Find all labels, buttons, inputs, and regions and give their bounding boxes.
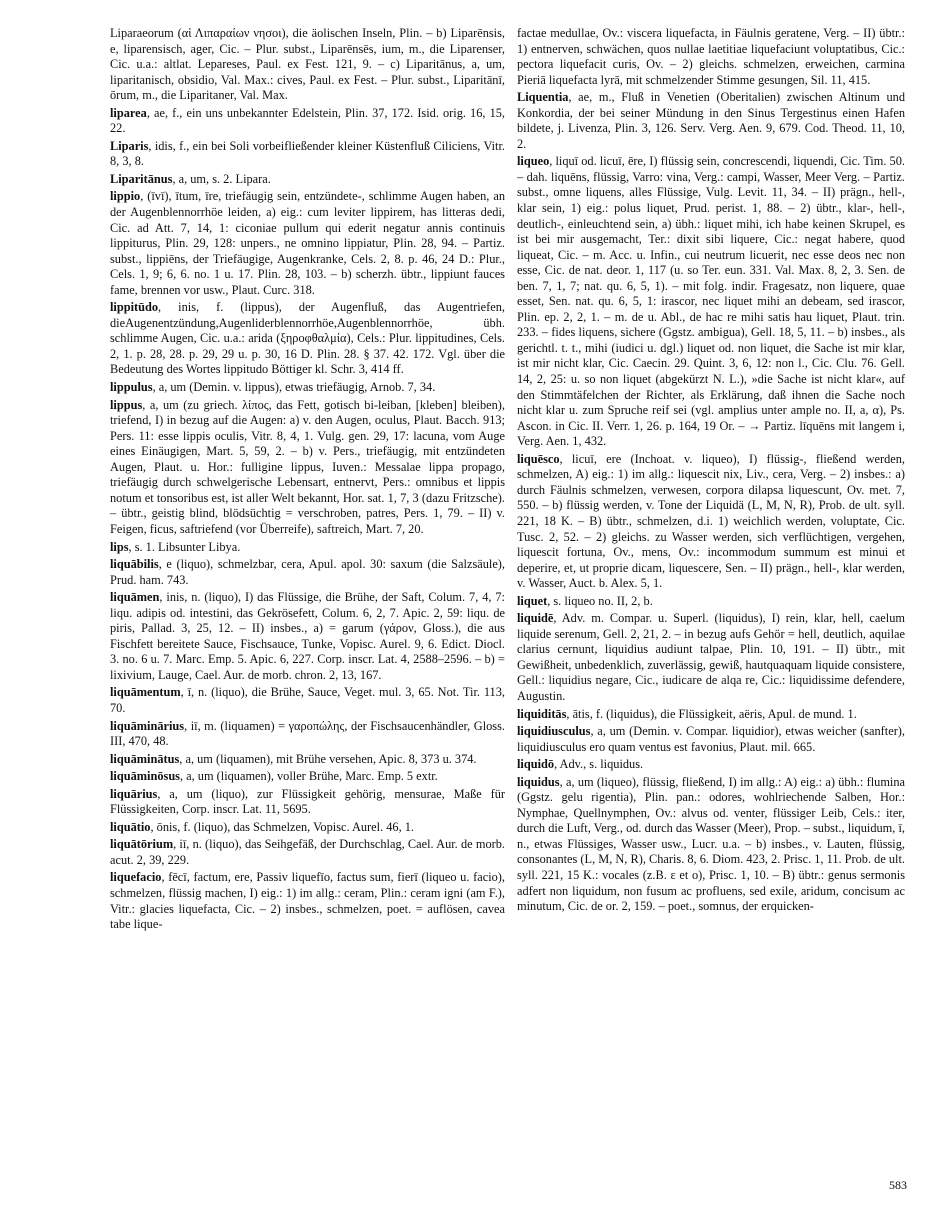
entry bbox=[110, 540, 505, 556]
entry-text: , a, um (liquamen), voller Brühe, Marc. Emp. 5 extr. bbox=[179, 769, 438, 784]
entry-text: , ī, n. (liquo), die Brühe, Sauce, Veget. mul. 3, 65. Not. Tir. 113, 70. bbox=[110, 685, 505, 715]
entry bbox=[110, 870, 505, 932]
headword: liquātio bbox=[110, 819, 151, 834]
entry-text: , a, um (liquo), zur Flüssigkeit gehörig, mensurae, Maße für Flüssigkeiten, Corp. inscr. Lat. 11, 5695. bbox=[110, 786, 505, 817]
headword: liquāmen bbox=[110, 590, 160, 605]
entry bbox=[110, 837, 505, 868]
entry-text: Liparaeorum (αἱ Λιπαραίων νησοι), die äolischen Inseln, Plin. – b) Liparēnsis, e, liparensisch, ager, Cic. – Plur. subst., Liparēnsēs, ium, m., die Liparenser, Cic. u.a.: altlat. Lepareses, Paul. ex Fest. 121, 9. – c) Liparitānus, a, um, liparitanisch, obsidio, Val. Max.: cives, Paul. ex Fest. – Plur. subst., Liparitānī, ōrum, m., die Liparitaner, Val. Max. bbox=[110, 26, 505, 103]
entry-text: factae medullae, Ov.: viscera liquefacta, in Fäulnis geratene, Verg. – II) übtr.: 1) entnerven, schwächen, quos nullae laetitiae liquefaciunt voluptatibus, Cic.: pectora liquefacit curis, Ov. – 2) gleichs. schmelzen, erweichen, carmina Pieriā liquefacta lyrā, mit schmelzender Stimme gesungen, Sil. 11, 415. bbox=[517, 26, 905, 87]
headword: liquārius bbox=[110, 786, 158, 801]
entry-text: , ae, f., ein uns unbekannter Edelstein, Plin. 37, 172. Isid. orig. 16, 15, 22. bbox=[110, 105, 505, 136]
entry bbox=[517, 154, 905, 449]
headword: liquefacio bbox=[110, 870, 162, 885]
entry bbox=[110, 557, 505, 588]
headword: liquiditās bbox=[517, 706, 567, 721]
entry-text: , a, um (liqueo), flüssig, fließend, I) im allg.: A) eig.: a) übh.: flumina (Ggstz. gelu rigentia), Plin. pan.: odores, wohlriechende Salben, Hor.: Nymphae, Quellnymphen, Ov.: alvus od. venter, flüssiger Leib, Cels.: iter, durch die Luft, Verg., od. durch das Wasser (Meer), Prop. – subst., liquidum, ī, n., etwas Flüssiges, Wasser usw., Lucr. u.a. – b) insbes., v. Lauten, flüssig, consonantes (L, M, N, R), Charis. 8, 6. Diom. 423, 2. Prisc. 1, 11. Prob. de ult. syll. 221, 15 K.: vocales (z.B. ε et o), Prisc. 1, 10. – B) übtr.: genus sermonis adfert non liquidum, non fusum ac profluens, sed exile, aridum, concisum ac minutum, Cic. de or. 2, 159. – poet., somnus, der erquicken- bbox=[517, 774, 906, 914]
right-column bbox=[517, 26, 905, 917]
entry-text: , (īvī), ītum, īre, triefäugig sein, entzündete-, schlimme Augen haben, an der Augenblennorrhöe leiden, a) eig.: cum leviter lippirem, has litteras dedi, Cic. ad Att. 7, 14, 1: ciconiae pullum qui ederit negatur annis continuis lippiturus, Plin. 29, 128: unpers., ne omnino lippiatur, Plin. 28, 94. – Partiz. subst., lippiēns, der Triefäugige, Augenkranke, Cels. 2, 8. p. 46, 24 D.: Plur., Cels. 1, 9; 6, 6. no. 1 u. 17. Plin. 28, 103. – b) scherzh. übtr., lippiunt fauces fame, brennen vor usw., Plaut. Curc. 318. bbox=[110, 189, 505, 297]
entry-text: , a, um (liquamen), mit Brühe versehen, Apic. 8, 373 u. 374. bbox=[179, 751, 477, 766]
entry bbox=[517, 724, 905, 755]
entry bbox=[110, 590, 505, 683]
entry bbox=[517, 90, 905, 152]
entry-text: , inis, n. (liquo), I) das Flüssige, die Brühe, der Saft, Colum. 7, 4, 7: liqu. adipis od. intestini, das Gekrösefett, Colum. 6, 2, 7. Apic. 2, 59: liqu. de piris, Pallad. 3, 25, 12. – II) insbes., a) = garum (γάρον, Gloss.), die aus Fischfett bereitete Sauce, Fischsauce, Tunke, Vopisc. Aurel. 9, 6. Edict. Diocl. 3. no. 6 u. 7. Marc. Emp. 5. Apic. 6, 227. Corp. inscr. Lat. 4, 2588–2596. – b) = lixivium, Lauge, Cael. Aur. de morb. chron. 2, 13, 167. bbox=[110, 590, 505, 682]
entry bbox=[517, 594, 905, 610]
headword: liqueo bbox=[517, 154, 550, 169]
page-number: 583 bbox=[889, 1178, 907, 1192]
entry-text: , iī, m. (liquamen) = γαροπώλης, der Fischsaucenhändler, Gloss. III, 470, 48. bbox=[110, 718, 505, 749]
headword: liquāminōsus bbox=[110, 769, 180, 784]
entry bbox=[110, 685, 505, 716]
entry bbox=[110, 820, 505, 836]
left-column bbox=[110, 26, 505, 935]
entry-text: , licuī, ere (Inchoat. v. liqueo), I) flüssig-, fließend werden, schmelzen, A) eig.: 1) im allg.: liquescit nix, Liv., cera, Verg. – 2) insbes.: a) durch Fäulnis schmelzen, verwesen, corpora dilapsa liquescunt, Ov. met. 7, 550. – b) flüssig werden, v. Tone der Liquidä (L, M, N, R), Prob. de ult. syll. 221, 18 K. – B) übtr., schmelzen, d.i. 1) weichlich werden, voluptate, Cic. Tusc. 2, 52. – 2) gleichs. zu Wasser werden, sich verflüchtigen, vergehen, liquescit fortuna, Ov., mens, Ov.: incommodum summum est minui et deperire, et, ut proprie dicam, liquescere, Sen. – II) prägn., hell-, klar werden, v. Wasser, Auct. b. Alex. 5, 1. bbox=[517, 451, 905, 591]
entry-text: , Adv. m. Compar. u. Superl. (liquidus), I) rein, klar, hell, caelum liquide serenum, Gell. 2, 21, 2. – in bezug aufs Gehör = hell, deutlich, aquilae clarius cernunt, liquidius audiunt talpae, Plin. 10, 191. – II) übtr., mit Gewißheit, unbedenklich, zuverlässig, gewiß, hautquaquam liquide consistere, Gell.: liquidius negare, Cic., iudicare de alqa re, Cic.: liquidissime defendere, Augustin. bbox=[517, 611, 905, 703]
entry-text: , ōnis, f. (liquo), das Schmelzen, Vopisc. Aurel. 46, 1. bbox=[150, 819, 415, 834]
entry-text: , iī, n. (liquo), das Seihgefäß, der Durchschlag, Cael. Aur. de morb. acut. 2, 39, 229. bbox=[110, 837, 505, 867]
entry bbox=[110, 106, 505, 137]
headword: liquātōrium bbox=[110, 837, 174, 852]
entry bbox=[517, 775, 905, 915]
entry-text: , s. 1. Libsunter Libya. bbox=[128, 539, 241, 554]
headword: lippio bbox=[110, 189, 141, 204]
headword: liquidus bbox=[517, 774, 560, 789]
headword: liquēsco bbox=[517, 451, 560, 466]
entry bbox=[110, 752, 505, 768]
headword: Liparis bbox=[110, 138, 149, 153]
entry bbox=[517, 757, 905, 773]
headword: liquābilis bbox=[110, 557, 159, 572]
headword: liquidē bbox=[517, 611, 554, 626]
headword: lippulus bbox=[110, 380, 153, 395]
entry bbox=[517, 452, 905, 592]
entry-text: , idis, f., ein bei Soli vorbeifließender kleiner Küstenfluß Ciliciens, Vitr. 8, 3, 8. bbox=[110, 138, 505, 169]
headword: lips bbox=[110, 539, 129, 554]
headword: liquidō bbox=[517, 757, 555, 772]
headword: liquāminātus bbox=[110, 751, 180, 766]
entry-text: , ae, m., Fluß in Venetien (Oberitalien) zwischen Altinum und Konkordia, der bei seiner Mündung in den Sinus Tergestinus einen Hafen bildete, j. Livenza, Plin. 3, 126. Serv. Verg. Aen. 9, 679. Cod. Theod. 11, 10, 2. bbox=[517, 90, 905, 151]
entry-text: , a, um, s. 2. Lipara. bbox=[172, 171, 271, 186]
entry bbox=[110, 300, 505, 378]
entry-text: , s. liqueo no. II, 2, b. bbox=[547, 593, 653, 608]
entry-text: , a, um (Demin. v. Compar. liquidior), etwas weicher (sanfter), liquidiusculus ero quam ventus est favonius, Plaut. mil. 665. bbox=[517, 724, 905, 754]
entry bbox=[110, 398, 505, 538]
entry-text: , fēcī, factum, ere, Passiv liquefīo, factus sum, fierī (liqueo u. facio), schmelzen, flüssig machen, I) eig.: 1) im allg.: ceram, Plin.: ceram igni (am F.), Vitr.: glacies liquefacta, Cic. – 2) insbes., schmelzen, poet. = auflösen, cavea tabe lique- bbox=[110, 870, 505, 932]
headword: Liquentia bbox=[517, 90, 569, 105]
entry-text: , Adv., s. liquidus. bbox=[554, 757, 644, 772]
entry-text: , a, um (Demin. v. lippus), etwas triefäugig, Arnob. 7, 34. bbox=[152, 380, 436, 395]
entry-text: , inis, f. (lippus), der Augenfluß, das Augentriefen, dieAugenentzündung,Augenliderblennorrhöe,Augenblennorrhöe, übh. schlimme Augen, Cic. u.a.: arida (ξηροφθαλμία), Cels.: Plur. lippitudines, Cels. 2, 1. p. 28, 28. p. 29, 29 u. p. 30, 16 D. Plin. 28. § 37. 42. 172. Vgl. über die Bedeutung des Wortes lippitudo Böttiger kl. Schr. 3, 414 ff. bbox=[110, 300, 505, 377]
entry bbox=[110, 380, 505, 396]
headword: liquet bbox=[517, 593, 548, 608]
entry bbox=[110, 787, 505, 818]
entry bbox=[517, 26, 905, 88]
headword: liparea bbox=[110, 105, 147, 120]
entry bbox=[110, 139, 505, 170]
entry-text: , liquī od. licuī, ēre, I) flüssig sein, concrescendi, liquendi, Cic. Tim. 50. – dah. liquēns, flüssig, Varro: vina, Verg.: campi, Wasser, Meer Verg. – Partiz. subst., omne liquens, alles Flüssige, Vulg. Levit. 11, 34. – II) prägn., hell-, klar sein, 1) eig.: polus liquet, Prud. perist. 1, 88. – 2) übtr., klar-, hell-, deutlich-, einleuchtend sein, a) übh.: liquet mihi, ich habe keinen Skrupel, es ist bei mir ausgemacht, Ter.: dixit sibi liquere, Cic.: negat habere, quod liqueat, Cic. – m. Acc. u. Infin., cui neutrum licuerit, nec esse deos nec non esse, Cic. de nat. deor. 1, 117 (u. so Ter. eun. 331. Val. Max. 8, 2, 3. Sen. de ben. 7, 1, 7; nat. qu. 6, 5, 1). – mit folg. indir. Fragesatz, non liquere, quae esset, Sen. nat. qu. 6, 5, 1: irascor, nec liquet mihi an debeam, sed irascor, Plin. ep. 2, 2, 1. – m. de u. Abl., de hac re mihi satis hau liquet, Plaut. trin. 233. – fides liquens, sichere (Ggstz. ambigua), Gell. 18, 5, 11. – b) insbes., als gerichtl. t. t., mihi (iudici u. dgl.) liquet od. non liquet, die Sache ist mir klar, ist mir nicht klar, Cic. Caecin. 29. Quint. 3, 6, 12: non l., Cic. Clu. 76. Gell. 14, 2, 25: u. so non liquet (abgekürzt N. L.), »die Sache ist nicht klar«, auf den Stimmtäfelchen der Richter, als Erklärung, daß ihnen die Sache noch nicht klar u. zum Spruche reif sei (vgl. amplius unter ample no. II, a, α), Ps. Ascon. in Cic. II. Verr. 1, 26. p. 164, 19 Or. – → Partiz. līquēns mit langem i, Verg. Aen. 1, 432. bbox=[517, 154, 905, 449]
headword: lippus bbox=[110, 397, 143, 412]
headword: liquāminārius bbox=[110, 718, 185, 733]
entry bbox=[517, 707, 905, 723]
entry-text: , ātis, f. (liquidus), die Flüssigkeit, aëris, Apul. de mund. 1. bbox=[566, 706, 857, 721]
entry bbox=[110, 189, 505, 298]
entry bbox=[110, 172, 505, 188]
entry bbox=[110, 719, 505, 750]
headword: liquāmentum bbox=[110, 685, 181, 700]
headword: liquidiusculus bbox=[517, 724, 591, 739]
entry bbox=[110, 26, 505, 104]
headword: Liparitānus bbox=[110, 171, 173, 186]
headword: lippitūdo bbox=[110, 300, 159, 315]
entry bbox=[110, 769, 505, 785]
entry bbox=[517, 611, 905, 704]
entry-text: , e (liquo), schmelzbar, cera, Apul. apol. 30: saxum (die Salzsäule), Prud. ham. 743. bbox=[110, 557, 505, 587]
entry-text: , a, um (zu griech. λίπος, das Fett, gotisch bi-leiban, [kleben] bleiben), triefend, I) in bezug auf die Augen: a) v. den Augen, oculus, Plaut. Bacch. 913; Pers. 11: esse lippis oculis, Vitr. 8, 4, 1. Vulg. gen. 29, 17: lacuna, vom Auge eines Einäugigen, Mart. 5, 59, 2. – b) v. Pers., triefäugig, mit entzündeten Augen, Plaut. u. Hor.: fulligine lippus, Iuven.: Messalae lippa propago, triefäugig durch schwelgerische Lebensart, entnervt, Pers.: omnibus et lippis notum et tonsoribus est, ist aller Welt bekannt, Hor. sat. 1, 7, 3 (dazu Fritzsche). – übtr., geistig blind, blödsüchtig = verschroben, patres, Pers. 1, 79. – II) v. Feigen, ficus, saftriefend (vor Überreife), saftreich, Mart. 7, 20. bbox=[110, 397, 505, 536]
